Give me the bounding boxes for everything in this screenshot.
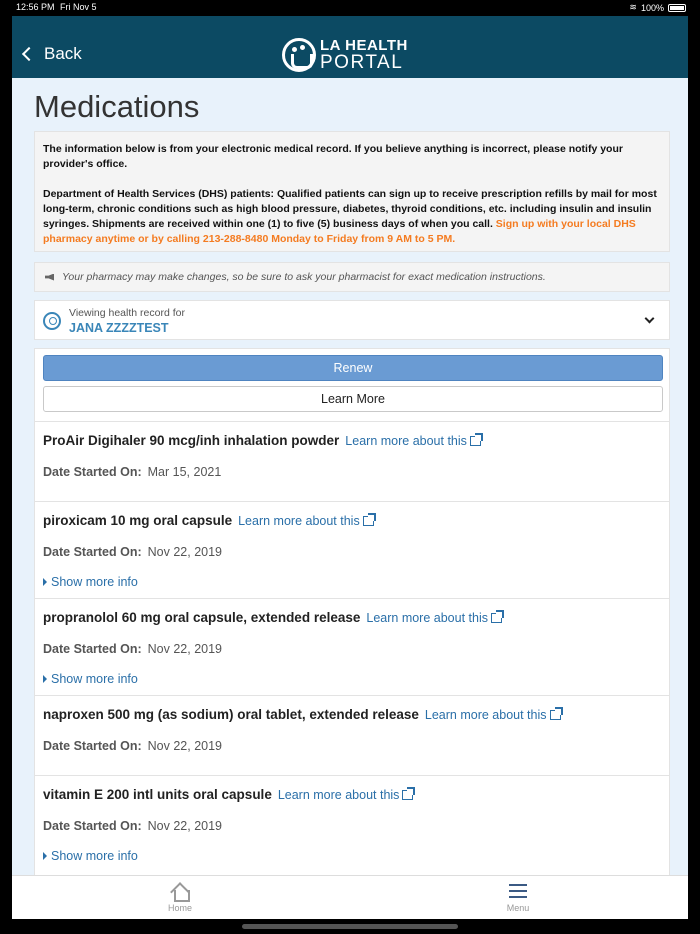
medication-title-row [43, 512, 374, 530]
viewing-record-selector[interactable] [34, 300, 670, 340]
learn-more-link-text: Learn more about this [366, 611, 488, 625]
battery-icon [668, 4, 686, 12]
chevron-left-icon [22, 47, 36, 61]
back-button[interactable] [24, 44, 82, 64]
date-started-label: Date Started On: [43, 642, 142, 656]
medication-name: propranolol 60 mg oral capsule, extended release [43, 610, 361, 625]
medication-item [35, 775, 669, 872]
caret-right-icon [43, 852, 47, 860]
family-logo-icon [282, 38, 316, 72]
pharmacy-notice [34, 262, 670, 292]
battery-percent: 100% [640, 2, 664, 13]
back-label: Back [44, 44, 82, 63]
medication-name: vitamin E 200 intl units oral capsule [43, 787, 272, 802]
caret-right-icon [43, 675, 47, 683]
date-started-value: Mar 15, 2021 [147, 465, 222, 479]
medication-title-row [43, 609, 502, 627]
bottom-tab-bar [12, 875, 688, 919]
logo-line-1: LA HEALTH [320, 37, 408, 54]
learn-more-link-text: Learn more about this [424, 708, 547, 722]
medication-item [35, 501, 669, 598]
home-icon [171, 882, 189, 900]
external-link-icon [363, 516, 374, 526]
show-more-info-link[interactable] [43, 849, 138, 863]
medication-title-row [43, 706, 561, 724]
date-started-row [43, 819, 222, 833]
app-window [12, 16, 688, 919]
medication-list [34, 348, 670, 875]
medication-item [35, 695, 669, 775]
date-started-row [43, 465, 221, 479]
date-started-label: Date Started On: [43, 819, 142, 833]
info-paragraph-2-text: Department of Health Services (DHS) patients: Qualified patients can sign up to receive prescription refills by mail for most long-term, chronic conditions such as high blood pressure, diabetes, thyroid conditions, etc. including insulin and insulin syringes. Shipments are received within one (1) to five (5) business days of when you call. [43, 188, 657, 230]
learn-more-link-text: Learn more about this [345, 434, 467, 448]
megaphone-icon [45, 274, 54, 281]
info-paragraph-2 [43, 187, 661, 247]
date-started-row [43, 545, 222, 559]
learn-more-link-text: Learn more about this [238, 514, 360, 528]
learn-more-link[interactable] [278, 788, 414, 802]
hamburger-menu-icon [509, 884, 527, 898]
date-started-row [43, 642, 222, 656]
top-nav-bar [12, 16, 688, 78]
logo-line-2: PORTAL [320, 52, 404, 73]
medication-name: ProAir Digihaler 90 mcg/inh inhalation powder [43, 433, 340, 448]
learn-more-link[interactable] [366, 611, 502, 625]
status-date: Fri Nov 5 [60, 2, 97, 12]
external-link-icon [402, 790, 413, 800]
show-more-info-link[interactable] [43, 672, 138, 686]
tab-home-label: Home [167, 903, 192, 913]
learn-more-link[interactable] [425, 708, 561, 722]
date-started-value: Nov 22, 2019 [147, 819, 222, 833]
tab-menu-label: Menu [506, 903, 530, 913]
home-indicator[interactable] [242, 924, 458, 929]
tab-home[interactable] [150, 882, 210, 913]
status-time: 12:56 PM [16, 2, 55, 12]
medication-title-row [43, 786, 413, 804]
external-link-icon [550, 710, 561, 720]
patient-name: JANA ZZZZTEST [69, 321, 169, 335]
info-paragraph-1: The information below is from your electronic medical record. If you believe anything is incorrect, please notify your provider's office. [43, 143, 623, 170]
page-title: Medications [34, 89, 200, 124]
viewing-label: Viewing health record for [69, 307, 185, 319]
tab-menu[interactable] [488, 882, 548, 913]
info-box [34, 131, 670, 252]
medication-title-row [43, 432, 481, 450]
caret-right-icon [43, 578, 47, 586]
status-bar [0, 0, 700, 14]
date-started-label: Date Started On: [43, 739, 142, 753]
notice-text: Your pharmacy may make changes, so be sure to ask your pharmacist for exact medication instructions. [62, 271, 546, 283]
learn-more-link-text: Learn more about this [277, 788, 400, 802]
chevron-down-icon[interactable] [645, 314, 655, 324]
status-right [629, 2, 686, 13]
la-health-portal-logo [282, 38, 408, 72]
learn-more-link[interactable] [345, 434, 481, 448]
external-link-icon [491, 613, 502, 623]
show-more-label: Show more info [51, 575, 138, 589]
logo-text [320, 38, 408, 72]
user-circle-icon [43, 312, 61, 330]
external-link-icon [470, 436, 481, 446]
date-started-label: Date Started On: [43, 545, 142, 559]
date-started-value: Nov 22, 2019 [147, 545, 222, 559]
renew-button[interactable]: Renew [43, 355, 663, 381]
date-started-row [43, 739, 222, 753]
medication-name: piroxicam 10 mg oral capsule [43, 513, 233, 528]
show-more-label: Show more info [51, 849, 138, 863]
wifi-icon: ≋ [629, 2, 637, 12]
medication-name: naproxen 500 mg (as sodium) oral tablet, extended release [43, 707, 419, 722]
learn-more-button[interactable]: Learn More [43, 386, 663, 412]
dhs-signup-link[interactable]: Sign up with your local DHS pharmacy anytime or by calling 213-288-8480 Monday to Friday from 9 AM to 5 PM. [43, 218, 636, 245]
medication-item [35, 598, 669, 695]
date-started-label: Date Started On: [43, 465, 142, 479]
date-started-value: Nov 22, 2019 [147, 739, 222, 753]
learn-more-link[interactable] [238, 514, 374, 528]
date-started-value: Nov 22, 2019 [147, 642, 222, 656]
medication-item [35, 421, 669, 501]
show-more-label: Show more info [51, 672, 138, 686]
main-content [12, 78, 688, 875]
show-more-info-link[interactable] [43, 575, 138, 589]
